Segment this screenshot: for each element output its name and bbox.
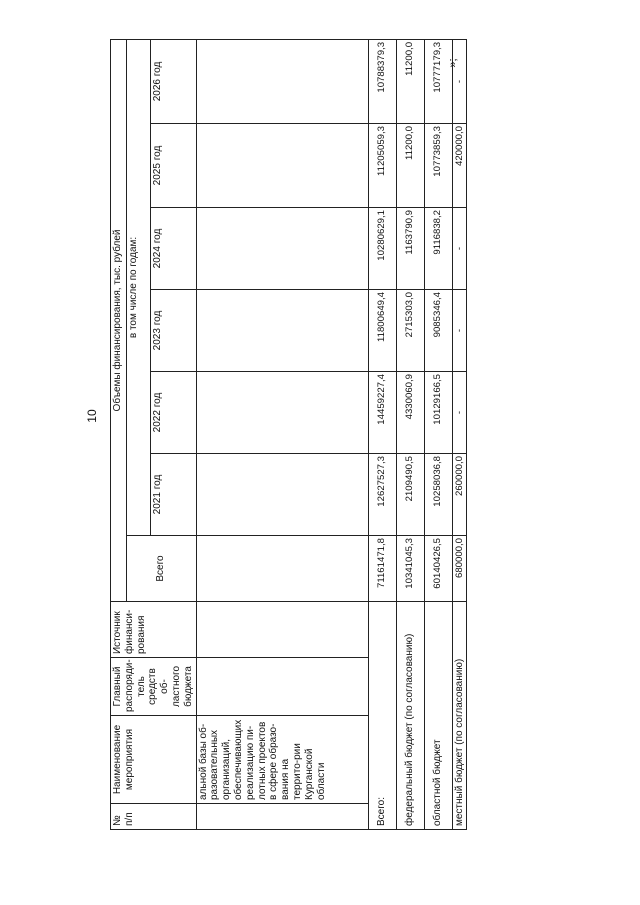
cell-2023: 2715303,0 — [396, 290, 424, 372]
header-manager: Главный распоряди-тель средств об-ластного бюджета — [111, 658, 197, 716]
cell-2021: 10258036,8 — [424, 454, 452, 536]
cell-2023: 11800649,4 — [368, 290, 396, 372]
header-year-2022: 2022 год — [150, 372, 196, 454]
cell-2024: 1163790,9 — [396, 208, 424, 290]
cell-2024: - — [452, 208, 467, 290]
cell-2022: 4330060,9 — [396, 372, 424, 454]
cell-total: 10341045,3 — [396, 536, 424, 602]
cell-total: 71161471,8 — [368, 536, 396, 602]
activity-name: альной базы об-разовательных организаций, обеспечивающих реализацию пи-лотных проектов в сфере образо-вания на террито-рии Курганской области — [196, 716, 368, 804]
header-num: № п/п — [111, 804, 197, 830]
cell-2026: 10777179,3 — [424, 39, 452, 123]
cell-total: 680000,0 — [452, 536, 467, 602]
cell-2022: - — [452, 372, 467, 454]
header-year-2026: 2026 год — [150, 39, 196, 123]
activity-row — [196, 39, 368, 829]
cell-2023: 9085346,4 — [424, 290, 452, 372]
table-row — [452, 39, 467, 829]
cell-2022: 10129166,5 — [424, 372, 452, 454]
activity-source — [196, 602, 368, 658]
cell-2026: 11200,0 — [396, 39, 424, 123]
header-year-2025: 2025 год — [150, 124, 196, 208]
header-year-2024: 2024 год — [150, 208, 196, 290]
row-label: Всего: — [368, 602, 396, 830]
cell-2025: 420000,0 — [452, 124, 467, 208]
header-year-2021: 2021 год — [150, 454, 196, 536]
row-label: областной бюджет — [424, 602, 452, 830]
cell-2025: 11205059,3 — [368, 124, 396, 208]
table-row — [424, 39, 452, 829]
cell-2023: - — [452, 290, 467, 372]
cell-2024: 10280629,1 — [368, 208, 396, 290]
row-label: местный бюджет (по согласованию) — [452, 602, 467, 830]
cell-2026: 10788379,3 — [368, 39, 396, 123]
cell-2025: 11200,0 — [396, 124, 424, 208]
header-year-2023: 2023 год — [150, 290, 196, 372]
financing-table-wrapper — [110, 40, 465, 830]
activity-num — [196, 804, 368, 830]
header-funding: Объемы финансирования, тыс. рублей — [111, 39, 127, 601]
header-source: Источник финанси-рования — [111, 602, 197, 658]
cell-2026: - — [452, 39, 467, 123]
header-name: Наименование мероприятия — [111, 716, 197, 804]
page-number: 10 — [85, 409, 99, 423]
closing-quote-mark: »; — [447, 58, 459, 68]
row-label: федеральный бюджет (по согласованию) — [396, 602, 424, 830]
table-row — [396, 39, 424, 829]
cell-2025: 10773859,3 — [424, 124, 452, 208]
table-row — [368, 39, 396, 829]
financing-table — [110, 39, 467, 830]
cell-2021: 12627527,3 — [368, 454, 396, 536]
activity-manager — [196, 658, 368, 716]
cell-total: 60140426,5 — [424, 536, 452, 602]
cell-2021: 260000,0 — [452, 454, 467, 536]
header-total: Всего — [127, 536, 197, 602]
cell-2021: 2109490,5 — [396, 454, 424, 536]
cell-2022: 14459227,4 — [368, 372, 396, 454]
header-by-years: в том числе по годам: — [127, 39, 151, 535]
cell-2024: 9116838,2 — [424, 208, 452, 290]
